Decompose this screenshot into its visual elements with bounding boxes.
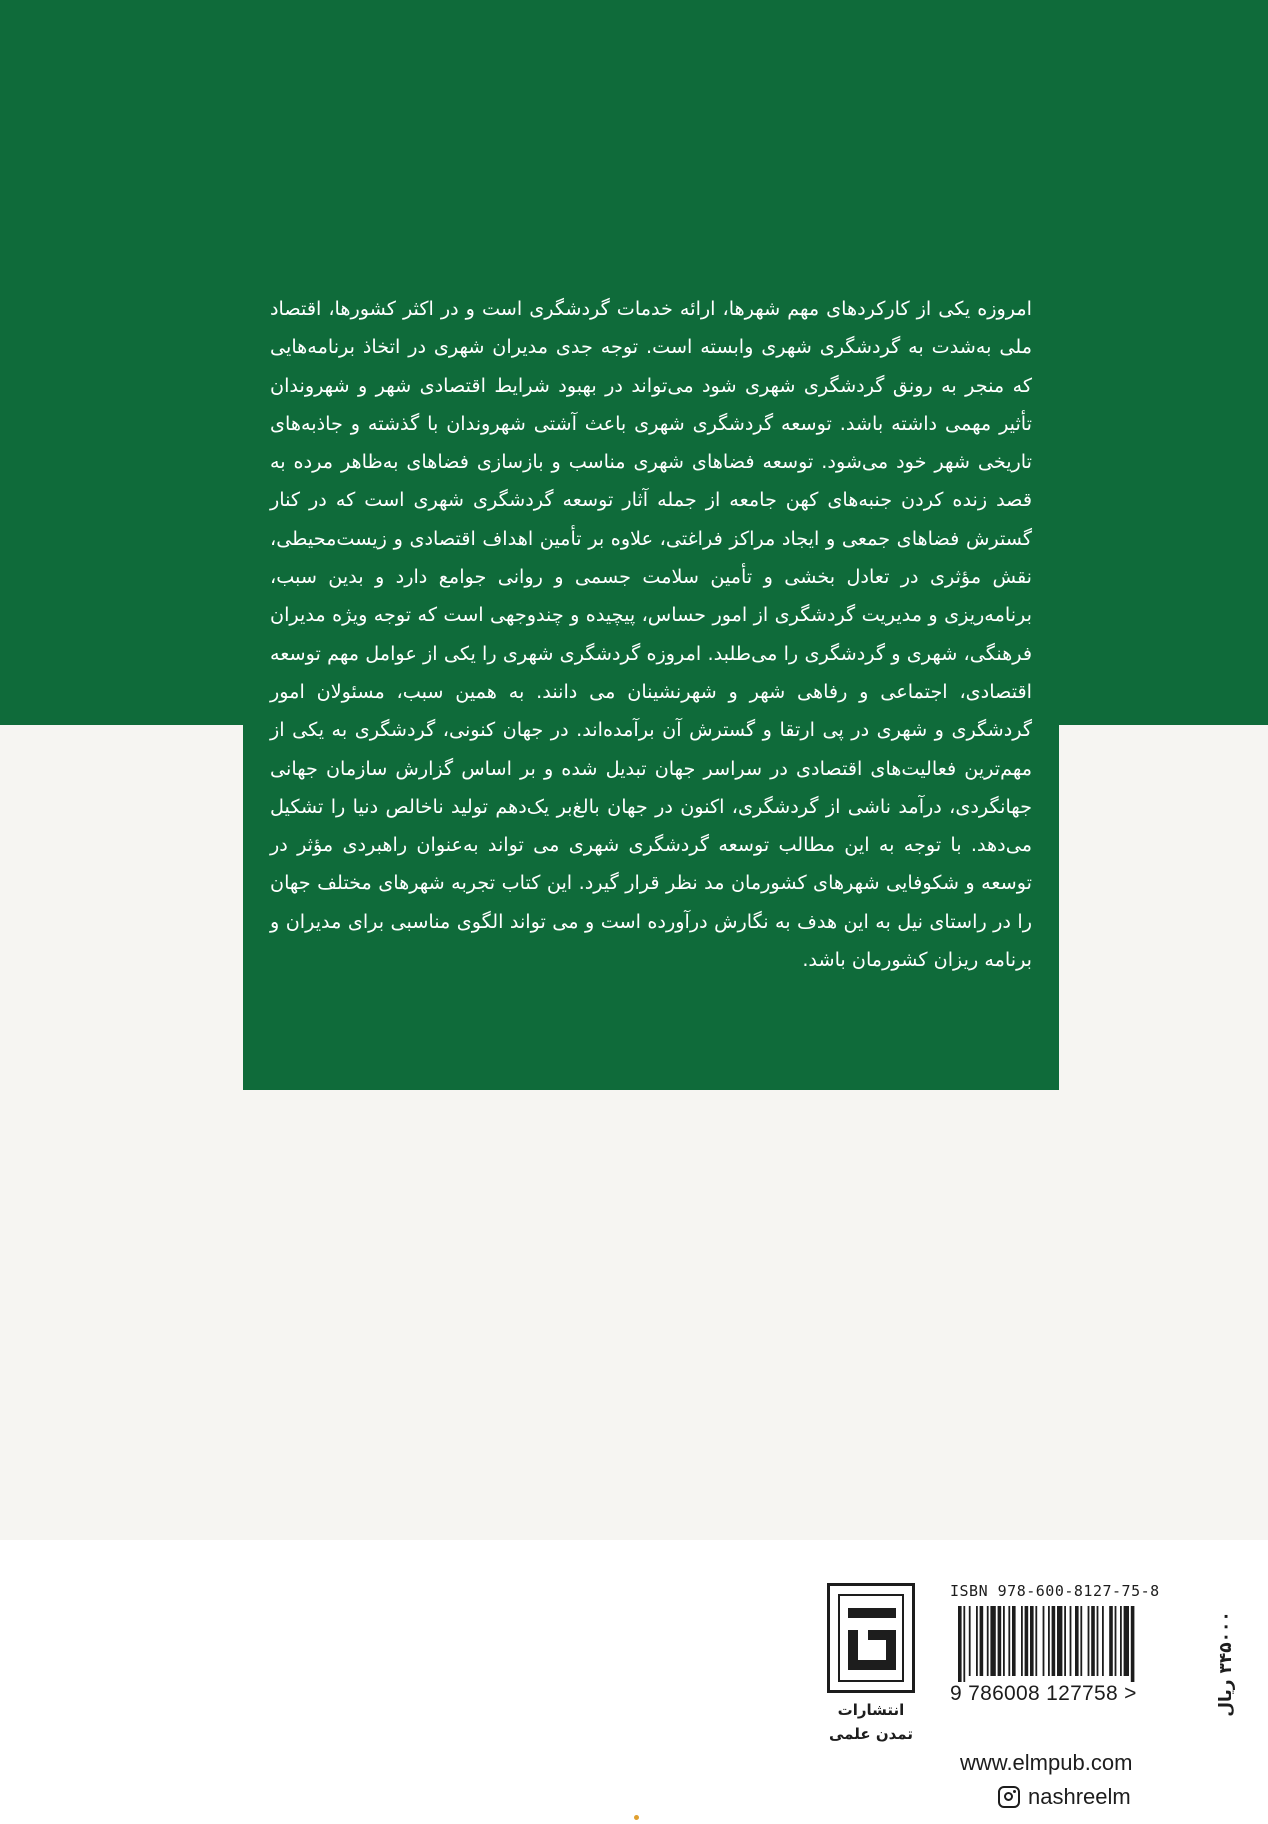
instagram-handle [998,1782,1131,1812]
price-label [1198,1612,1268,1732]
website-url: www.elmpub.com [960,1750,1133,1775]
instagram-handle-text: nashreelm [1028,1784,1131,1809]
publisher-logo-icon [827,1583,915,1693]
barcode-icon [958,1606,1188,1682]
blurb-panel [243,290,1059,1090]
publisher-name-line2: تمدن علمی [829,1725,913,1743]
price-text: ۳۴۵۰۰۰ ریال [1216,1611,1236,1717]
publisher-name-line1: انتشارات [837,1701,905,1719]
barcode-digits: 9 786008 127758 > [950,1682,1137,1705]
publisher-logo [827,1583,915,1783]
isbn-label: ISBN 978-600-8127-75-8 [950,1582,1160,1600]
instagram-icon [998,1786,1020,1808]
print-speck [634,1815,639,1820]
back-cover-blurb: امروزه یکی از کارکردهای مهم شهرها، ارائه خدمات گردشگری است و در اکثر کشورها، اقتصاد ملی به‌شدت به گردشگری شهری وابسته است. توجه جدی مدیران شهری در اتخاذ برنامه‌هایی که منجر به رونق گردشگری شهری شود می‌تواند در بهبود شرایط اقتصادی شهر و شهروندان تأثیر مهمی داشته باشد. توسعه گردشگری شهری باعث آشتی شهروندان با گذشته و جاذبه‌های تاریخی شهر خود می‌شود. توسعه فضاهای شهری مناسب و بازسازی فضاهای به‌ظاهر مرده به قصد زنده کردن جنبه‌های کهن جامعه از جمله آثار توسعه گردشگری شهری است که در کنار گسترش فضاهای جمعی و ایجاد مراکز فراغتی، علاوه بر تأمین اهداف اقتصادی و زیست‌محیطی، نقش مؤثری در تعادل بخشی و تأمین سلامت جسمی و روانی جوامع دارد و بدین سبب، برنامه‌ریزی و مدیریت گردشگری از امور حساس، پیچیده و چندوجهی است که توجه ویژه مدیران فرهنگی، شهری و گردشگری را می‌طلبد. امروزه گردشگری شهری را یکی از عوامل مهم توسعه اقتصادی، اجتماعی و رفاهی شهر و شهرنشینان می دانند. به همین سبب، مسئولان امور گردشگری و شهری در پی ارتقا و گسترش آن برآمده‌اند. در جهان کنونی، گردشگری به یکی از مهم‌ترین فعالیت‌های اقتصادی در سراسر جهان تبدیل شده و بر اساس گزارش سازمان جهانی جهانگردی، درآمد ناشی از گردشگری، اکنون در جهان بالغ‌بر یک‌دهم تولید ناخالص دنیا را تشکیل می‌دهد. با توجه به این مطالب توسعه گردشگری شهری می تواند به‌عنوان راهبردی مؤثر در توسعه و شکوفایی شهرهای کشورمان مد نظر قرار گیرد. این کتاب تجربه شهرهای مختلف جهان را در راستای نیل به این هدف به نگارش درآورده است و می تواند الگوی مناسبی برای مدیران و برنامه ریزان کشورمان باشد. [270,297,1032,972]
